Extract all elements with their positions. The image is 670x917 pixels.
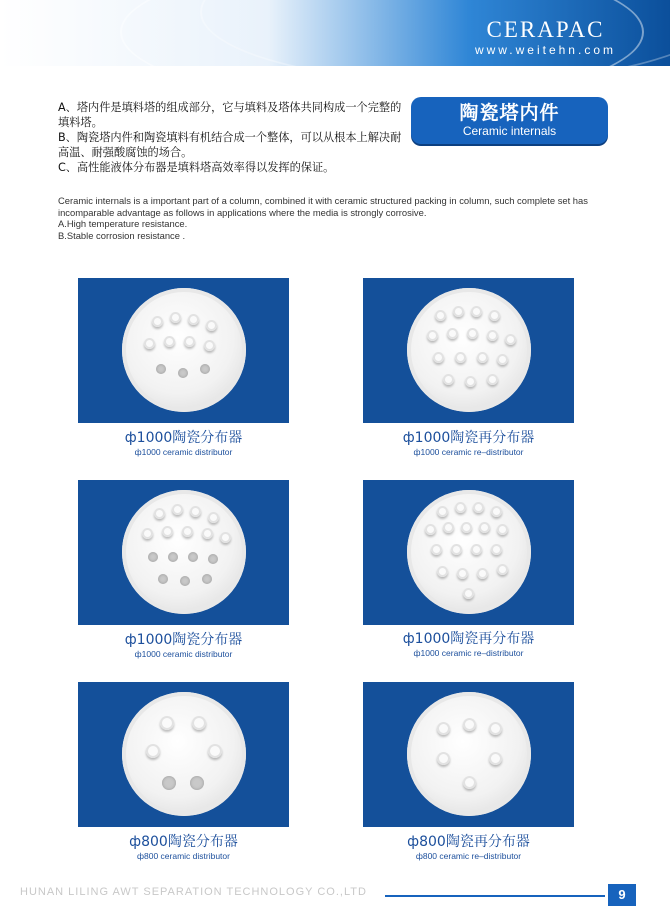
hole (208, 554, 218, 564)
hole (202, 574, 212, 584)
tube (471, 306, 482, 317)
product-photo-redistributor (363, 278, 574, 423)
tube (443, 374, 454, 385)
tube (487, 330, 498, 341)
tube (491, 506, 502, 517)
hole (156, 364, 166, 374)
product-caption-en: ф800 ceramic distributor (137, 851, 230, 861)
product-caption-en: ф800 ceramic re–distributor (415, 851, 522, 861)
product-caption-en: ф1000 ceramic re–distributor (413, 648, 524, 658)
tube (182, 526, 193, 537)
tube (443, 522, 454, 533)
brand-url: www.weitehn.com (474, 43, 616, 57)
section-title-cn: 陶瓷塔内件 (459, 102, 560, 124)
tube (162, 526, 173, 537)
tube (463, 588, 474, 599)
hole (178, 368, 188, 378)
tube (142, 528, 153, 539)
product-photo-distributor (78, 682, 289, 827)
tube (447, 328, 458, 339)
tube (479, 522, 490, 533)
tube (435, 310, 446, 321)
product-photo-distributor (78, 278, 289, 423)
redistributor-disc (407, 692, 531, 816)
product-photo-redistributor (363, 480, 574, 625)
tube (489, 752, 502, 765)
product-caption-en: ф1000 ceramic re–distributor (413, 447, 524, 457)
tube (202, 528, 213, 539)
tube (206, 320, 217, 331)
tube (477, 352, 488, 363)
section-title-badge (411, 97, 608, 144)
tube (489, 722, 502, 735)
redistributor-disc (407, 288, 531, 412)
tube (455, 352, 466, 363)
tube (505, 334, 516, 345)
tube (491, 544, 502, 555)
page-number: 9 (608, 884, 636, 906)
hole (158, 574, 168, 584)
tube (497, 524, 508, 535)
hole (180, 576, 190, 586)
product-photo-distributor (78, 480, 289, 625)
intro-en-item: A.High temperature resistance. (58, 218, 188, 229)
redistributor-disc (407, 490, 531, 614)
tube (467, 328, 478, 339)
tube (204, 340, 215, 351)
tube (451, 544, 462, 555)
intro-chinese (58, 100, 403, 175)
product-photo-redistributor (363, 682, 574, 827)
product-caption-en: ф1000 ceramic distributor (134, 649, 233, 659)
tube (192, 716, 206, 730)
product-caption-cn: ф800陶瓷分布器 (129, 834, 238, 850)
hole (168, 552, 178, 562)
tube (437, 566, 448, 577)
tube (461, 522, 472, 533)
tube (473, 502, 484, 513)
tube (463, 776, 476, 789)
tube (437, 752, 450, 765)
tube (433, 352, 444, 363)
tube (208, 512, 219, 523)
intro-en-paragraph: Ceramic internals is a important part of a column, combined it with ceramic structured packing in column, such complete set has incomparable advantage as follows in applications where the media is strongly corrosive. (58, 195, 588, 218)
tube (431, 544, 442, 555)
tube (457, 568, 468, 579)
footer-company-name: HUNAN LILING AWT SEPARATION TECHNOLOGY CO.,LTD (20, 886, 367, 898)
header-banner (0, 0, 670, 66)
tube (463, 718, 476, 731)
tube (172, 504, 183, 515)
hole (148, 552, 158, 562)
product-caption-cn: ф1000陶瓷分布器 (124, 632, 243, 648)
tube (170, 312, 181, 323)
footer-divider (385, 895, 605, 897)
tube (497, 354, 508, 365)
distributor-disc (122, 288, 246, 412)
tube (471, 544, 482, 555)
tube (477, 568, 488, 579)
tube (164, 336, 175, 347)
intro-cn-item: A、塔内件是填料塔的组成部分，它与填料及塔体共同构成一个完整的填料塔。 (58, 101, 402, 129)
tube (208, 744, 222, 758)
brand-name: CERAPAC (486, 17, 605, 42)
tube (487, 374, 498, 385)
tube (437, 722, 450, 735)
distributor-disc (122, 490, 246, 614)
tube (425, 524, 436, 535)
hole (162, 776, 176, 790)
intro-cn-item: B、陶瓷塔内件和陶瓷填料有机结合成一个整体，可以从根本上解决耐高温、耐强酸腐蚀的场合。 (58, 131, 402, 159)
tube (455, 502, 466, 513)
hole (190, 776, 204, 790)
product-caption-cn: ф1000陶瓷再分布器 (402, 430, 535, 446)
product-caption-cn: ф1000陶瓷再分布器 (402, 631, 535, 647)
tube (465, 376, 476, 387)
tube (146, 744, 160, 758)
tube (144, 338, 155, 349)
brand-logo (475, 18, 616, 58)
tube (160, 716, 174, 730)
tube (437, 506, 448, 517)
product-caption-en: ф1000 ceramic distributor (134, 447, 233, 457)
tube (190, 506, 201, 517)
distributor-disc (122, 692, 246, 816)
intro-english (58, 195, 598, 241)
tube (220, 532, 231, 543)
section-title-en: Ceramic internals (462, 124, 557, 138)
tube (497, 564, 508, 575)
tube (427, 330, 438, 341)
tube (453, 306, 464, 317)
hole (188, 552, 198, 562)
tube (154, 508, 165, 519)
product-caption-cn: ф800陶瓷再分布器 (407, 834, 530, 850)
product-caption-cn: ф1000陶瓷分布器 (124, 430, 243, 446)
intro-cn-item: C、高性能液体分布器是填料塔高效率得以发挥的保证。 (58, 161, 335, 174)
tube (188, 314, 199, 325)
hole (200, 364, 210, 374)
tube (152, 316, 163, 327)
tube (489, 310, 500, 321)
intro-en-item: B.Stable corrosion resistance . (58, 229, 186, 241)
tube (184, 336, 195, 347)
